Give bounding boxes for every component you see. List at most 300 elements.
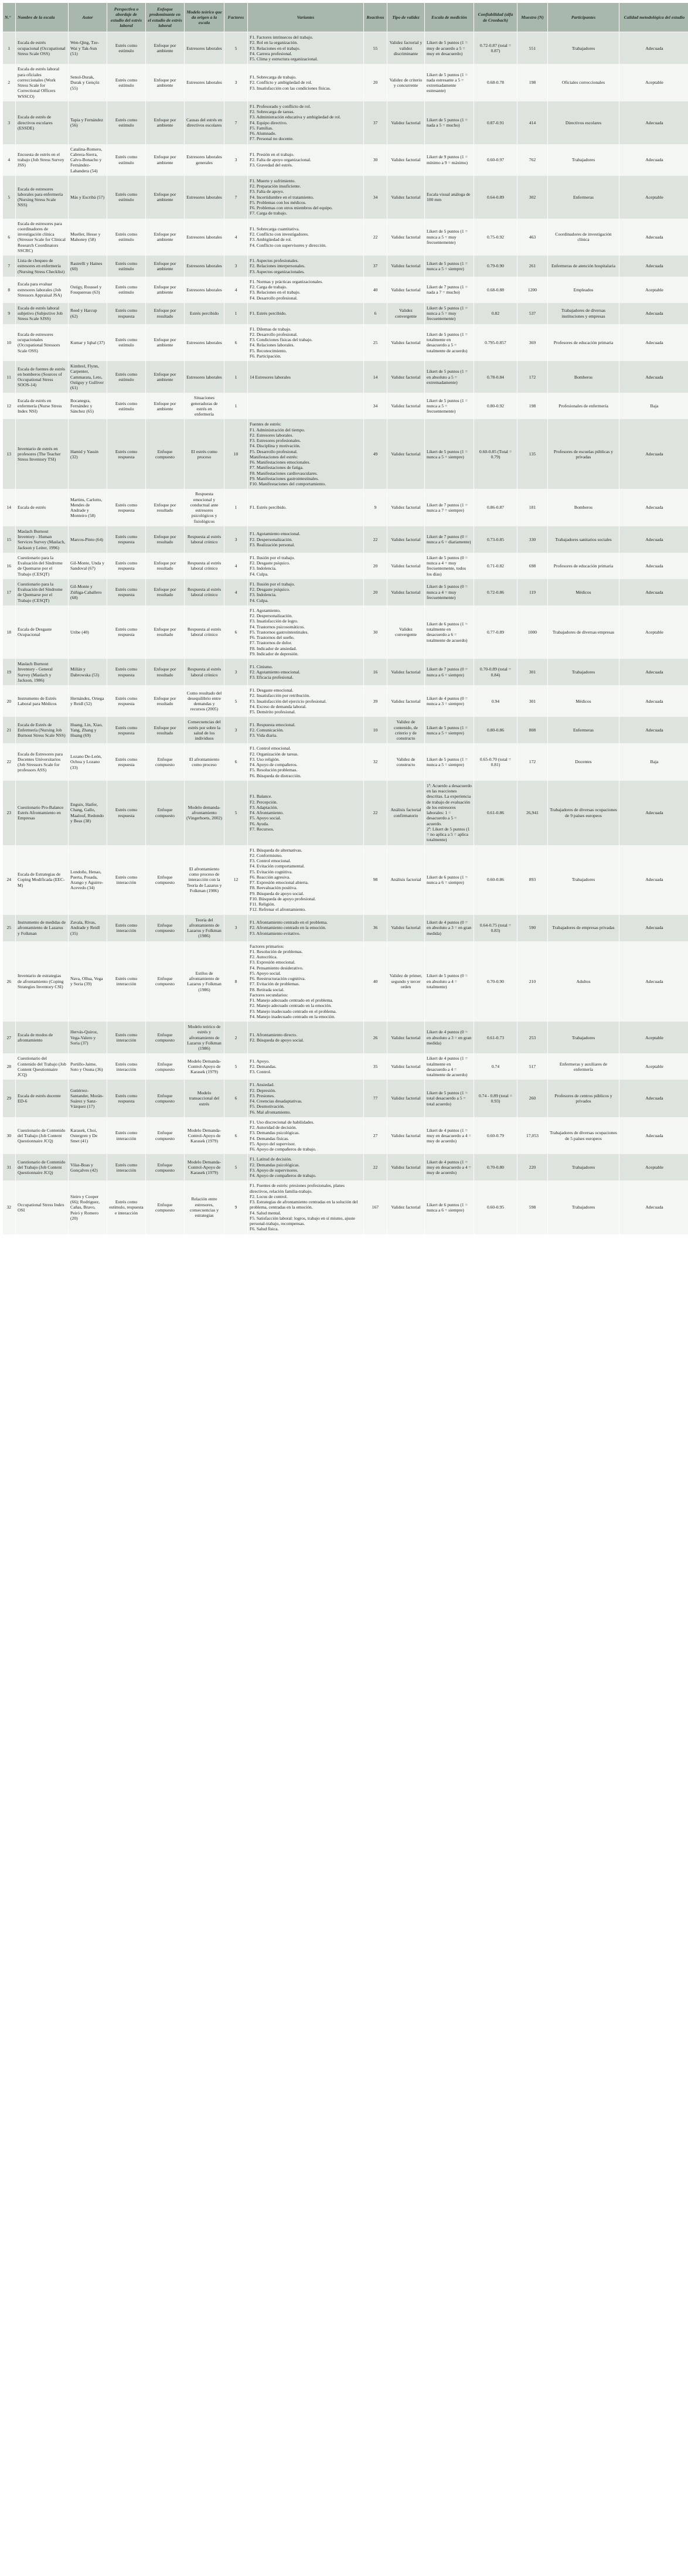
- theoretical-model-cell: Respuesta al estrés laboral crónico: [185, 605, 224, 659]
- reliability-alpha-cell: 0.74: [474, 1053, 517, 1080]
- factor-count-cell: 10: [224, 419, 248, 489]
- item-count-cell: 40: [364, 277, 387, 303]
- factor-count-cell: 4: [224, 579, 248, 605]
- header-cell: Escala de medición: [425, 3, 474, 32]
- reliability-alpha-cell: 0.60-0.79: [474, 1117, 517, 1155]
- sample-size-cell: 1200: [517, 277, 548, 303]
- scale-name-cell: Maslach Burnout Inventory - Human Services Survey (Maslach, Jackson y Leiter, 1996): [16, 526, 69, 553]
- measurement-scale-cell: Likert de 4 puntos (0 = nunca a 3 = siempre): [425, 685, 474, 717]
- variants-cell: F1. Uso discrecional de habilidades. F2. Autoridad de decisión. F3. Demandas psicológicas. F4. Demandas físicas. F5. Apoyo del supervisor. F6. Apoyo de compañeros de trabajo.: [248, 1117, 364, 1155]
- table-row: [3, 845, 688, 915]
- perspective-cell: Estrés como respuesta: [107, 419, 146, 489]
- reliability-alpha-cell: 0.73-0.85: [474, 526, 517, 553]
- scale-name-cell: Escala de estrés docente ED-6: [16, 1080, 69, 1117]
- row-number-cell: 32: [3, 1180, 16, 1234]
- table-row: [3, 781, 688, 845]
- measurement-scale-cell: Likert de 4 puntos (0 = en absoluto a 3 = en gran medida): [425, 915, 474, 941]
- item-count-cell: 40: [364, 941, 387, 1022]
- participants-cell: Trabajadores: [548, 144, 619, 176]
- validity-type-cell: Validez de primer, segundo y tercer orden: [387, 941, 425, 1022]
- approach-cell: Enfoque compuesto: [146, 1080, 185, 1117]
- table-row: [3, 64, 688, 101]
- scale-name-cell: Inventario de estrés en profesores (The Teacher Stress Inventory TSI): [16, 419, 69, 489]
- item-count-cell: 37: [364, 256, 387, 277]
- measurement-scale-cell: Likert de 5 puntos (1 = nunca a 5 = siempre): [425, 717, 474, 743]
- reliability-alpha-cell: 0.65-0.70 (total = 0.81): [474, 743, 517, 781]
- approach-cell: Enfoque por ambiente: [146, 324, 185, 362]
- row-number-cell: 4: [3, 144, 16, 176]
- reliability-alpha-cell: 0.74 - 0.89 (total = 0.93): [474, 1080, 517, 1117]
- table-row: [3, 32, 688, 64]
- header-cell: Tipo de validez: [387, 3, 425, 32]
- methodological-quality-cell: Adecuada: [619, 144, 688, 176]
- participants-cell: Empleados: [548, 277, 619, 303]
- approach-cell: Enfoque compuesto: [146, 1022, 185, 1053]
- author-cell: Martins, Carlotto, Mendes de Andrade y Monteiro (58): [69, 489, 107, 526]
- row-number-cell: 22: [3, 743, 16, 781]
- scale-name-cell: Escala de Estresores para Docentes Universitarios (Job Stressors Scale for professors ASS): [16, 743, 69, 781]
- scale-name-cell: Escala de estresores laborales para enfermería (Nursing Stress Scale NSS): [16, 176, 69, 219]
- factor-count-cell: 4: [224, 553, 248, 579]
- measurement-scale-cell: Likert de 5 puntos (1 = nunca a 5 = siempre): [425, 256, 474, 277]
- validity-type-cell: Validez factorial: [387, 526, 425, 553]
- scale-name-cell: Lista de chequeo de estresores en enfermería (Nursing Stress Checklist): [16, 256, 69, 277]
- factor-count-cell: 4: [224, 219, 248, 256]
- participants-cell: Directivos escolares: [548, 101, 619, 144]
- item-count-cell: 20: [364, 553, 387, 579]
- header-cell: Variantes: [248, 3, 364, 32]
- validity-type-cell: Análisis factorial: [387, 845, 425, 915]
- variants-cell: F1. Desgaste emocional. F2. Insatisfacción por retribución. F3. Insatisfacción del ejercicio profesional. F4. Exceso de demanda laboral. F5. Demérito profesional.: [248, 685, 364, 717]
- table-row: [3, 324, 688, 362]
- header-cell: Factores: [224, 3, 248, 32]
- approach-cell: Enfoque por ambiente: [146, 176, 185, 219]
- row-number-cell: 14: [3, 489, 16, 526]
- table-row: [3, 659, 688, 685]
- methodological-quality-cell: Adecuada: [619, 526, 688, 553]
- perspective-cell: Estrés como estímulo: [107, 256, 146, 277]
- table-row: [3, 941, 688, 1022]
- reliability-alpha-cell: 0.79-0.90: [474, 256, 517, 277]
- reliability-alpha-cell: 0.75-0.92: [474, 219, 517, 256]
- perspective-cell: Estrés como respuesta: [107, 605, 146, 659]
- reliability-alpha-cell: 0.70-0.90: [474, 941, 517, 1022]
- approach-cell: Enfoque por ambiente: [146, 144, 185, 176]
- methodological-quality-cell: Adecuada: [619, 219, 688, 256]
- measurement-scale-cell: Likert de 4 puntos (1 = muy en desacuerdo a 4 = muy de acuerdo): [425, 1117, 474, 1155]
- reliability-alpha-cell: 0.60-0.85 (Total = 0.79): [474, 419, 517, 489]
- validity-type-cell: Validez factorial: [387, 489, 425, 526]
- table-row: [3, 685, 688, 717]
- approach-cell: Enfoque por ambiente: [146, 219, 185, 256]
- author-cell: Millán y Dabrowska (53): [69, 659, 107, 685]
- reliability-alpha-cell: 0.71-0.82: [474, 553, 517, 579]
- row-number-cell: 6: [3, 219, 16, 256]
- factor-count-cell: 5: [224, 1053, 248, 1080]
- validity-type-cell: Validez factorial: [387, 1080, 425, 1117]
- factor-count-cell: 6: [224, 743, 248, 781]
- sample-size-cell: 302: [517, 176, 548, 219]
- approach-cell: Enfoque por ambiente: [146, 101, 185, 144]
- reliability-alpha-cell: 0.87-0.91: [474, 101, 517, 144]
- methodological-quality-cell: Adecuada: [619, 303, 688, 324]
- reliability-alpha-cell: 0.72-0.86: [474, 579, 517, 605]
- theoretical-model-cell: Estilos de afrontamiento de Lazarus y Folkman (1986): [185, 941, 224, 1022]
- validity-type-cell: Validez factorial: [387, 579, 425, 605]
- scale-name-cell: Instrumento de medidas de afrontamiento de Lazarus y Folkman: [16, 915, 69, 941]
- reliability-alpha-cell: 0.60-0.86: [474, 845, 517, 915]
- scale-name-cell: Cuestionario para la Evaluación del Síndrome de Quemarse por el Trabajo (CESQT): [16, 579, 69, 605]
- factor-count-cell: 9: [224, 1180, 248, 1234]
- sample-size-cell: 220: [517, 1154, 548, 1180]
- header-cell: Autor: [69, 3, 107, 32]
- reliability-alpha-cell: 0.64-0.89: [474, 176, 517, 219]
- validity-type-cell: Validez factorial: [387, 1022, 425, 1053]
- item-count-cell: 98: [364, 845, 387, 915]
- participants-cell: Profesores de centros públicos y privados: [548, 1080, 619, 1117]
- variants-cell: F1. Agotamiento emocional. F2. Despersonalización. F3. Realización personal.: [248, 526, 364, 553]
- methodological-quality-cell: Adecuada: [619, 419, 688, 489]
- item-count-cell: 9: [364, 489, 387, 526]
- theoretical-model-cell: Modelo Demanda-Control-Apoyo de Karasek (1979): [185, 1053, 224, 1080]
- header-cell: Perspectiva o abordaje de estudio del estrés laboral: [107, 3, 146, 32]
- item-count-cell: 35: [364, 1053, 387, 1080]
- header-cell: Modelo teórico que da origen a la escala: [185, 3, 224, 32]
- item-count-cell: 55: [364, 32, 387, 64]
- author-cell: Ostigy, Roussel y Fouquereau (63): [69, 277, 107, 303]
- sample-size-cell: 210: [517, 941, 548, 1022]
- approach-cell: Enfoque por ambiente: [146, 64, 185, 101]
- variants-cell: F1. Latitud de decisión. F2. Demandas psicológicas. F3. Apoyo de supervisores. F4. Apoyo de compañeros de trabajo.: [248, 1154, 364, 1180]
- methodological-quality-cell: Adecuada: [619, 1180, 688, 1234]
- author-cell: Kimbrel, Flynn, Carpenter, Cammarata, Leto, Ostiguy y Gulliver (61): [69, 361, 107, 393]
- approach-cell: Enfoque por resultado: [146, 659, 185, 685]
- item-count-cell: 10: [364, 717, 387, 743]
- item-count-cell: 6: [364, 303, 387, 324]
- variants-cell: Fuentes de estrés: F1. Administración del tiempo. F2. Estresores laborales. F3. Estresores profesionales. F4. Disciplina y motivación. F5. Desarrollo profesional. Manifestaciones del estrés: F6. Manifestaciones emocionales. F7. Manifestaciones de fatiga. F8. Manifestaciones cardiovasculares. F9. Manifestaciones gastrointestinales. F10. Manifestaciones del comportamiento.: [248, 419, 364, 489]
- row-number-cell: 27: [3, 1022, 16, 1053]
- participants-cell: Trabajadores de diversas ocupaciones de 9 países europeos: [548, 781, 619, 845]
- perspective-cell: Estrés como estímulo: [107, 361, 146, 393]
- validity-type-cell: Validez factorial: [387, 176, 425, 219]
- perspective-cell: Estrés como interacción: [107, 1022, 146, 1053]
- participants-cell: Trabajadores de diversas ocupaciones de 5 países europeos: [548, 1117, 619, 1155]
- theoretical-model-cell: Causas del estrés en directivos escolares: [185, 101, 224, 144]
- author-cell: Sieiro y Cooper (66); Rodriguez, Cañas, Bravo, Peiró y Romero (20): [69, 1180, 107, 1234]
- author-cell: Mueller, Hesse y Mahoney (58): [69, 219, 107, 256]
- sample-size-cell: 135: [517, 419, 548, 489]
- author-cell: Marcos-Pinto (64): [69, 526, 107, 553]
- scales-table: [2, 2, 688, 1234]
- approach-cell: Enfoque por ambiente: [146, 277, 185, 303]
- methodological-quality-cell: Adecuada: [619, 845, 688, 915]
- variants-cell: F1. Dilemas de trabajo. F2. Desarrollo profesional. F3. Condiciones físicas del trabajo. F4. Relaciones laborales. F5. Reconocimiento. F6. Participación.: [248, 324, 364, 362]
- variants-cell: F1. Muerte y sufrimiento. F2. Preparación insuficiente. F3. Falta de apoyo. F4. Incertidumbre en el tratamiento. F5. Problemas con los médicos. F6. Problemas con otros miembros del equipo. F7. Carga de trabajo.: [248, 176, 364, 219]
- scale-name-cell: Instrumento de Estrés Laboral para Médicos: [16, 685, 69, 717]
- sample-size-cell: 1000: [517, 605, 548, 659]
- scale-name-cell: Escala de Estrategias de Coping Modificada (EEC-M): [16, 845, 69, 915]
- author-cell: Más y Escribà (57): [69, 176, 107, 219]
- sample-size-cell: 198: [517, 393, 548, 419]
- item-count-cell: 37: [364, 101, 387, 144]
- sample-size-cell: 463: [517, 219, 548, 256]
- theoretical-model-cell: Como resultado del desequilibrio entre demandas y recursos (2005): [185, 685, 224, 717]
- table-row: [3, 1053, 688, 1080]
- theoretical-model-cell: Estresores laborales: [185, 32, 224, 64]
- validity-type-cell: Validez factorial: [387, 256, 425, 277]
- methodological-quality-cell: Adecuada: [619, 256, 688, 277]
- measurement-scale-cell: Likert de 5 puntos (1 = nunca a 5 = muy frecuentemente): [425, 219, 474, 256]
- scale-name-cell: Escala de fuentes de estrés en bomberos (Sources of Occupational Stress SOOS-14): [16, 361, 69, 393]
- reliability-alpha-cell: 0.64-0.75 (total = 0.83): [474, 915, 517, 941]
- author-cell: Huang, Lin, Xiao, Yang, Zhang y Huang (69): [69, 717, 107, 743]
- approach-cell: Enfoque por ambiente: [146, 393, 185, 419]
- sample-size-cell: 762: [517, 144, 548, 176]
- measurement-scale-cell: Likert de 5 puntos (1 = muy de acuerdo a 5 = muy en desacuerdo): [425, 32, 474, 64]
- table-row: [3, 1117, 688, 1155]
- header-cell: N.°: [3, 3, 16, 32]
- table-row: [3, 419, 688, 489]
- methodological-quality-cell: Adecuada: [619, 361, 688, 393]
- variants-cell: [248, 393, 364, 419]
- participants-cell: Bomberos: [548, 489, 619, 526]
- reliability-alpha-cell: 0.68-0.88: [474, 277, 517, 303]
- table-row: [3, 743, 688, 781]
- measurement-scale-cell: Likert de 5 puntos (1 = en absoluto a 5 = extremadamente): [425, 361, 474, 393]
- reliability-alpha-cell: 0.80-0.92: [474, 393, 517, 419]
- methodological-quality-cell: Aceptable: [619, 605, 688, 659]
- reliability-alpha-cell: 0.94: [474, 685, 517, 717]
- theoretical-model-cell: Modelo demanda-afrontamiento (Vingerhoets, 2002): [185, 781, 224, 845]
- row-number-cell: 25: [3, 915, 16, 941]
- theoretical-model-cell: Estresores laborales: [185, 64, 224, 101]
- row-number-cell: 29: [3, 1080, 16, 1117]
- variants-cell: F1. Balance. F2. Percepción. F3. Adaptación. F4. Afrontamiento. F5. Apoyo social. F6. Ayuda. F7. Recursos.: [248, 781, 364, 845]
- row-number-cell: 12: [3, 393, 16, 419]
- table-row: [3, 605, 688, 659]
- scale-name-cell: Escala de estrés de directivos escolares (ESSDE): [16, 101, 69, 144]
- item-count-cell: 32: [364, 743, 387, 781]
- participants-cell: Coordinadores de investigación clínica: [548, 219, 619, 256]
- table-row: [3, 303, 688, 324]
- factor-count-cell: 5: [224, 685, 248, 717]
- variants-cell: F1. Ilusión por el trabajo. F2. Desgaste psíquico. F3. Indolencia. F4. Culpa.: [248, 579, 364, 605]
- perspective-cell: Estrés como interacción: [107, 845, 146, 915]
- item-count-cell: 27: [364, 1117, 387, 1155]
- scale-name-cell: Inventario de estrategias de afrontamiento (Coping Strategies Inventory CSI): [16, 941, 69, 1022]
- validity-type-cell: Validez factorial: [387, 1117, 425, 1155]
- perspective-cell: Estrés como interacción: [107, 941, 146, 1022]
- sample-size-cell: 330: [517, 526, 548, 553]
- item-count-cell: 167: [364, 1180, 387, 1234]
- table-row: [3, 489, 688, 526]
- measurement-scale-cell: Likert de 5 puntos (1 = totalmente en desacuerdo a 5 = totalmente de acuerdo): [425, 324, 474, 362]
- measurement-scale-cell: Likert de 5 puntos (1 = nunca a 5 = frecuentemente): [425, 393, 474, 419]
- perspective-cell: Estrés como respuesta: [107, 781, 146, 845]
- methodological-quality-cell: Aceptable: [619, 176, 688, 219]
- variants-cell: F1. Fuentes de estrés: presiones profesionales, planes directivos, relación familia-trabajo. F2. Locus de control. F3. Estrategias de afrontamiento centradas en la solución del problema, centradas en la emoción. F4. Salud mental. F5. Satisfacción laboral: logros, trabajo en sí mismo, ajuste personal-trabajo, recompensas. F6. Salud física.: [248, 1180, 364, 1234]
- validity-type-cell: Validez factorial: [387, 144, 425, 176]
- author-cell: Enguix, Hatfer, Chang, Gallo, Maalouf, Redondo y Beas (38): [69, 781, 107, 845]
- row-number-cell: 16: [3, 553, 16, 579]
- theoretical-model-cell: Respuesta al estrés laboral crónico: [185, 659, 224, 685]
- theoretical-model-cell: Estresores laborales generales: [185, 144, 224, 176]
- measurement-scale-cell: Likert de 4 puntos (1 = totalmente en desacuerdo a 4 = totalmente de acuerdo): [425, 1053, 474, 1080]
- variants-cell: F1. Apoyo. F2. Demandas. F3. Control.: [248, 1053, 364, 1080]
- item-count-cell: 39: [364, 685, 387, 717]
- scale-name-cell: Cuestionario de Contenido del Trabajo (Job Content Questionnaire JCQ): [16, 1154, 69, 1180]
- approach-cell: Enfoque por ambiente: [146, 32, 185, 64]
- participants-cell: Enfermeras: [548, 717, 619, 743]
- theoretical-model-cell: Respuesta al estrés laboral crónico: [185, 526, 224, 553]
- variants-cell: Factores primarios: F1. Resolución de problemas. F2. Autocrítica. F3. Expresión emocional. F4. Pensamiento desiderativo. F5. Apoyo social. F6. Reestructuración cognitiva. F7. Evitación de problemas. F8. Retirada social. Factores secundarios: F1. Manejo adecuado centrado en el problema. F2. Manejo adecuado centrado en la emoción. F3. Manejo inadecuado centrado en el problema. F4. Manejo inadecuado centrado en la emoción.: [248, 941, 364, 1022]
- reliability-alpha-cell: 0.61-0.73: [474, 1022, 517, 1053]
- methodological-quality-cell: Adecuada: [619, 659, 688, 685]
- table-row: [3, 1154, 688, 1180]
- validity-type-cell: Validez factorial: [387, 1053, 425, 1080]
- row-number-cell: 1: [3, 32, 16, 64]
- approach-cell: Enfoque por resultado: [146, 685, 185, 717]
- sample-size-cell: 893: [517, 845, 548, 915]
- item-count-cell: 49: [364, 419, 387, 489]
- perspective-cell: Estrés como estímulo, respuesta e interacción: [107, 1180, 146, 1234]
- perspective-cell: Estrés como interacción: [107, 915, 146, 941]
- measurement-scale-cell: Likert de 5 puntos (1 = nunca a 5 = siempre): [425, 419, 474, 489]
- variants-cell: F1. Cinismo. F2. Agotamiento emocional. F3. Eficacia profesional.: [248, 659, 364, 685]
- participants-cell: Trabajadores: [548, 1180, 619, 1234]
- participants-cell: Médicos: [548, 685, 619, 717]
- variants-cell: F1. Profesorado y conflicto de rol. F2. Sobrecarga de tareas. F3. Administración educativa y ambigüedad de rol. F4. Equipo directivo. F5. Familias. F6. Alumnado. F7. Personal no docente.: [248, 101, 364, 144]
- reliability-alpha-cell: 0.60-0.95: [474, 1180, 517, 1234]
- measurement-scale-cell: Likert de 5 puntos (0 = en absoluto a 4 = totalmente): [425, 941, 474, 1022]
- header-cell: Participantes: [548, 3, 619, 32]
- reliability-alpha-cell: 0.70-0.89 (total = 0.84): [474, 659, 517, 685]
- theoretical-model-cell: Modelo Demanda-Control-Apoyo de Karasek (1979): [185, 1117, 224, 1155]
- variants-cell: F1. Control emocional. F2. Organización de tareas. F3. Uso religión. F4. Apoyo de compañeros. F5. Resolución problemas. F6. Búsqueda de distracción.: [248, 743, 364, 781]
- factor-count-cell: 7: [224, 176, 248, 219]
- variants-cell: F1. Factores intrínsecos del trabajo. F2. Rol en la organización. F3. Relaciones en el trabajo. F4. Carrera profesional. F5. Clima y estructura organizacional.: [248, 32, 364, 64]
- sample-size-cell: 698: [517, 553, 548, 579]
- perspective-cell: Estrés como estímulo: [107, 32, 146, 64]
- factor-count-cell: 6: [224, 1080, 248, 1117]
- variants-cell: F1. Respuesta emocional. F2. Comunicación. F3. Vida diaria.: [248, 717, 364, 743]
- theoretical-model-cell: El afrontamiento como proceso: [185, 743, 224, 781]
- author-cell: Nava, Ollua, Vega y Soria (39): [69, 941, 107, 1022]
- theoretical-model-cell: Estresores laborales: [185, 324, 224, 362]
- approach-cell: Enfoque compuesto: [146, 1180, 185, 1234]
- methodological-quality-cell: Adecuada: [619, 489, 688, 526]
- factor-count-cell: 3: [224, 659, 248, 685]
- validity-type-cell: Análisis factorial confirmatorio: [387, 781, 425, 845]
- participants-cell: Enfermeras de atención hospitalaria: [548, 256, 619, 277]
- row-number-cell: 26: [3, 941, 16, 1022]
- approach-cell: Enfoque por ambiente: [146, 361, 185, 393]
- perspective-cell: Estrés como respuesta: [107, 303, 146, 324]
- row-number-cell: 20: [3, 685, 16, 717]
- methodological-quality-cell: Aceptable: [619, 1022, 688, 1053]
- sample-size-cell: 172: [517, 361, 548, 393]
- methodological-quality-cell: Baja: [619, 743, 688, 781]
- approach-cell: Enfoque compuesto: [146, 1117, 185, 1155]
- approach-cell: Enfoque compuesto: [146, 941, 185, 1022]
- author-cell: Gutiérrez-Santander, Morán-Suárez y Sanz-Vázquez (17): [69, 1080, 107, 1117]
- table-row: [3, 717, 688, 743]
- author-cell: Hervás-Quiroz, Vega-Valero y Soria (37): [69, 1022, 107, 1053]
- variants-cell: F1. Afrontamiento centrado en el problema. F2. Afrontamiento centrado en la emoción. F3. Afrontamiento evitativo.: [248, 915, 364, 941]
- perspective-cell: Estrés como interacción: [107, 1154, 146, 1180]
- reliability-alpha-cell: 0.60-0.97: [474, 144, 517, 176]
- reliability-alpha-cell: 0.795-0.857: [474, 324, 517, 362]
- sample-size-cell: 17,053: [517, 1117, 548, 1155]
- perspective-cell: Estrés como respuesta: [107, 489, 146, 526]
- theoretical-model-cell: El estrés como proceso: [185, 419, 224, 489]
- item-count-cell: 22: [364, 526, 387, 553]
- validity-type-cell: Validez factorial: [387, 419, 425, 489]
- row-number-cell: 8: [3, 277, 16, 303]
- table-row: [3, 361, 688, 393]
- item-count-cell: 22: [364, 781, 387, 845]
- sample-size-cell: 119: [517, 579, 548, 605]
- validity-type-cell: Validez factorial: [387, 659, 425, 685]
- participants-cell: Profesores de escuelas públicas y privadas: [548, 419, 619, 489]
- validity-type-cell: Validez factorial: [387, 1180, 425, 1234]
- approach-cell: Enfoque compuesto: [146, 845, 185, 915]
- row-number-cell: 7: [3, 256, 16, 277]
- participants-cell: Trabajadores sanitarios sociales: [548, 526, 619, 553]
- methodological-quality-cell: Adecuada: [619, 717, 688, 743]
- participants-cell: Trabajadores: [548, 1154, 619, 1180]
- scale-name-cell: Maslach Burnout Inventory - General Survey (Maslach y Jackson, 1986): [16, 659, 69, 685]
- author-cell: Tapia y Fernández (56): [69, 101, 107, 144]
- table-row: [3, 526, 688, 553]
- sample-size-cell: 181: [517, 489, 548, 526]
- approach-cell: Enfoque compuesto: [146, 1154, 185, 1180]
- row-number-cell: 24: [3, 845, 16, 915]
- row-number-cell: 18: [3, 605, 16, 659]
- scale-name-cell: Occupational Stress Index OSI: [16, 1180, 69, 1234]
- factor-count-cell: 7: [224, 101, 248, 144]
- participants-cell: Trabajadores de empresas privadas: [548, 915, 619, 941]
- methodological-quality-cell: Aceptable: [619, 1053, 688, 1080]
- scale-name-cell: Escala de estrés laboral para oficiales correccionales (Work Stress Scale for Correctional Officers WSSCO): [16, 64, 69, 101]
- theoretical-model-cell: Estresores laborales: [185, 176, 224, 219]
- approach-cell: Enfoque compuesto: [146, 915, 185, 941]
- perspective-cell: Estrés como estímulo: [107, 393, 146, 419]
- header-cell: Nombre de la escala: [16, 3, 69, 32]
- row-number-cell: 5: [3, 176, 16, 219]
- variants-cell: F1. Sobrecarga cuantitativa. F2. Conflicto con investigadores. F3. Ambigüedad de rol. F4. Conflicto con supervisores y dirección.: [248, 219, 364, 256]
- sample-size-cell: 198: [517, 64, 548, 101]
- theoretical-model-cell: Modelo teórico de estrés y afrontamiento de Lazarus y Folkman (1986): [185, 1022, 224, 1053]
- participants-cell: Profesionales de enfermería: [548, 393, 619, 419]
- row-number-cell: 9: [3, 303, 16, 324]
- item-count-cell: 20: [364, 64, 387, 101]
- methodological-quality-cell: Aceptable: [619, 277, 688, 303]
- participants-cell: Bomberos: [548, 361, 619, 393]
- factor-count-cell: 1: [224, 489, 248, 526]
- methodological-quality-cell: Aceptable: [619, 64, 688, 101]
- sample-size-cell: 414: [517, 101, 548, 144]
- variants-cell: F1. Sobrecarga de trabajo. F2. Conflicto y ambigüedad de rol. F3. Insatisfacción con las condiciones físicas.: [248, 64, 364, 101]
- participants-cell: Docentes: [548, 743, 619, 781]
- factor-count-cell: 3: [224, 256, 248, 277]
- author-cell: Londoño, Henao, Puerta, Posada, Arango y Aguirre-Acevedo (34): [69, 845, 107, 915]
- scale-name-cell: Escala de estrés: [16, 489, 69, 526]
- reliability-alpha-cell: 0.78-0.84: [474, 361, 517, 393]
- methodological-quality-cell: Adecuada: [619, 781, 688, 845]
- reliability-alpha-cell: 0.70-0.80: [474, 1154, 517, 1180]
- reliability-alpha-cell: 0.82: [474, 303, 517, 324]
